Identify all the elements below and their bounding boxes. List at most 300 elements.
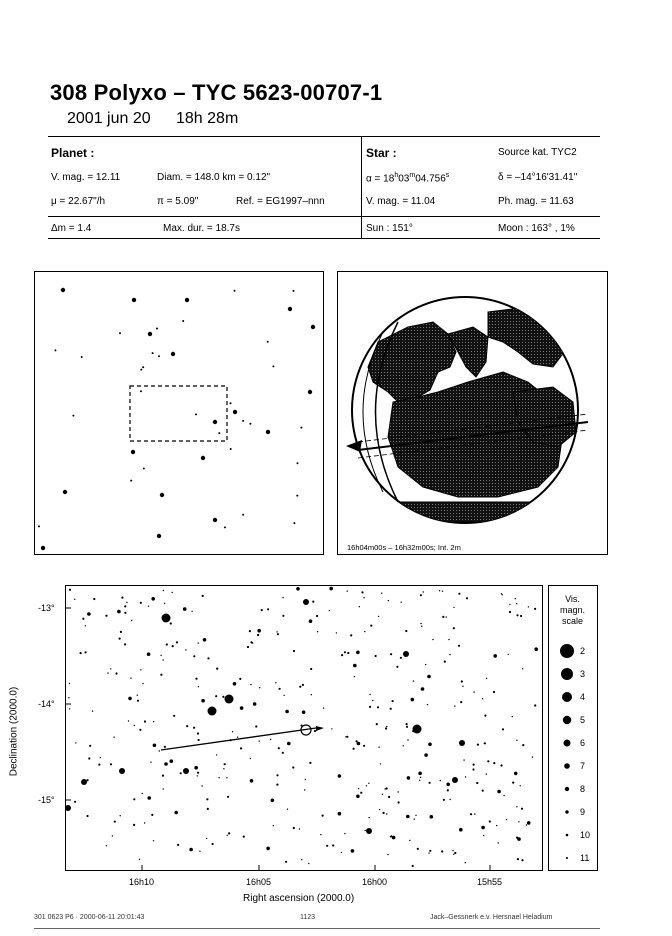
- main-star: [326, 845, 328, 847]
- main-star: [522, 744, 524, 746]
- main-star: [197, 732, 199, 734]
- main-star: [259, 687, 260, 688]
- main-star: [486, 678, 487, 679]
- main-star: [243, 836, 245, 838]
- main-star: [442, 591, 443, 592]
- main-star: [201, 785, 202, 786]
- scale-mag-label: 2: [580, 646, 586, 656]
- main-star: [403, 745, 404, 746]
- finder-star: [130, 480, 132, 482]
- finder-star: [41, 546, 45, 550]
- main-star: [285, 861, 287, 863]
- main-star: [341, 852, 342, 853]
- main-star: [498, 842, 499, 843]
- finder-star: [297, 462, 299, 464]
- main-star: [226, 777, 227, 778]
- main-star: [128, 697, 132, 701]
- main-star: [160, 655, 161, 656]
- main-star: [247, 646, 249, 648]
- main-star: [134, 725, 135, 726]
- main-star: [207, 657, 209, 659]
- main-star: [163, 619, 164, 620]
- main-star: [503, 795, 504, 796]
- main-star: [191, 611, 192, 612]
- main-star: [250, 684, 251, 685]
- finder-star: [72, 415, 74, 417]
- finder-star: [224, 526, 226, 528]
- scale-dot: [565, 787, 569, 791]
- main-star: [301, 725, 303, 727]
- dec-tick-label: -13°: [38, 603, 55, 613]
- main-star: [287, 742, 291, 746]
- main-star: [120, 815, 121, 816]
- main-star: [276, 774, 278, 776]
- main-star: [450, 799, 451, 800]
- scale-glyphs: [549, 586, 596, 869]
- main-star: [186, 725, 188, 727]
- event-time: 18h 28m: [176, 110, 239, 127]
- main-star: [296, 587, 300, 591]
- main-star: [502, 594, 503, 595]
- main-star: [375, 655, 377, 657]
- main-star: [299, 828, 300, 829]
- main-star: [390, 708, 392, 710]
- main-star: [317, 631, 318, 632]
- main-star: [418, 772, 422, 776]
- main-star: [153, 721, 154, 722]
- main-star: [202, 595, 204, 597]
- main-star: [197, 775, 198, 776]
- main-star: [314, 730, 316, 732]
- main-star: [440, 780, 441, 781]
- finder-star: [142, 366, 144, 368]
- finder-star: [242, 420, 244, 422]
- main-star: [266, 847, 270, 851]
- finder-star: [157, 534, 161, 538]
- main-star: [82, 618, 84, 620]
- page-title: 308 Polyxo – TYC 5623-00707-1: [50, 80, 383, 105]
- finder-star: [61, 288, 65, 292]
- main-star: [406, 815, 410, 819]
- main-star: [166, 643, 168, 645]
- main-star: [250, 779, 254, 783]
- main-star: [357, 742, 361, 746]
- main-star: [170, 622, 172, 624]
- main-star: [162, 614, 171, 623]
- main-star: [301, 859, 302, 860]
- main-star: [232, 731, 233, 732]
- x-axis-label: Right ascension (2000.0): [243, 893, 355, 904]
- main-star: [332, 844, 334, 846]
- main-star: [302, 684, 304, 686]
- main-star: [481, 826, 485, 830]
- planet-vmag: V. mag. = 12.11: [51, 172, 121, 183]
- main-star: [194, 768, 195, 769]
- main-star: [411, 698, 415, 702]
- main-star: [144, 720, 146, 722]
- main-star: [516, 614, 518, 616]
- main-star: [240, 706, 244, 710]
- main-star: [249, 630, 251, 632]
- main-star: [162, 659, 163, 660]
- main-star: [140, 602, 142, 604]
- main-star: [114, 821, 116, 823]
- main-star: [227, 796, 229, 798]
- footer-right: Jack–Gessnerk e.v. Hersnael Heladium: [430, 914, 553, 921]
- main-star: [98, 764, 100, 766]
- main-star: [448, 639, 449, 640]
- main-star: [206, 838, 207, 839]
- main-star: [466, 597, 468, 599]
- main-star: [310, 668, 312, 670]
- finder-star: [195, 413, 197, 415]
- main-star: [312, 601, 314, 603]
- main-star: [74, 801, 76, 803]
- main-star: [309, 619, 313, 623]
- main-star: [425, 664, 426, 665]
- main-star: [449, 654, 450, 655]
- main-star: [493, 654, 497, 658]
- main-star: [344, 833, 345, 834]
- finder-star: [230, 402, 232, 404]
- finder-star: [171, 352, 175, 356]
- main-star: [506, 819, 507, 820]
- main-star: [85, 625, 86, 626]
- finder-star: [152, 352, 154, 354]
- main-star: [276, 631, 277, 632]
- main-star: [329, 587, 333, 591]
- main-star: [534, 608, 536, 610]
- main-star: [237, 737, 238, 738]
- finder-star-field: [35, 272, 322, 553]
- main-star: [409, 840, 410, 841]
- main-star: [253, 702, 257, 706]
- table-bottom-rule: [48, 238, 600, 239]
- asteroid-path-arrow: [316, 726, 324, 731]
- main-star: [406, 723, 408, 725]
- star-alpha: $\alpha = 18^h03^m04.756^s$: [366, 172, 450, 185]
- main-star: [472, 768, 474, 770]
- finder-star: [201, 456, 205, 460]
- finder-star: [234, 290, 236, 292]
- finder-star: [140, 390, 142, 392]
- finder-star: [267, 341, 269, 343]
- main-star: [465, 776, 466, 777]
- finder-star: [293, 290, 295, 292]
- main-star: [461, 680, 463, 682]
- scale-mag-label: 9: [580, 807, 586, 817]
- finder-star: [156, 328, 158, 330]
- main-star: [285, 710, 289, 714]
- main-star: [388, 600, 389, 601]
- main-star: [147, 652, 151, 656]
- finder-star: [266, 430, 270, 434]
- main-star: [414, 818, 415, 819]
- main-star: [515, 598, 516, 599]
- ra-tick-label: 16h10: [129, 877, 155, 887]
- main-star: [74, 599, 75, 600]
- main-star: [390, 836, 391, 837]
- main-star: [153, 744, 157, 748]
- main-star: [277, 633, 279, 635]
- main-star: [453, 607, 454, 608]
- main-star: [453, 854, 454, 855]
- main-star: [227, 835, 228, 836]
- finder-star: [233, 410, 237, 414]
- main-star: [392, 700, 394, 702]
- main-star: [360, 792, 362, 794]
- main-star: [452, 850, 453, 851]
- main-star: [233, 682, 237, 686]
- finder-star: [132, 298, 136, 302]
- main-star: [442, 616, 444, 618]
- main-star: [419, 780, 420, 781]
- main-star: [463, 759, 464, 760]
- scale-dot: [566, 857, 568, 859]
- finder-star: [54, 349, 56, 351]
- main-star: [476, 782, 478, 784]
- main-star: [113, 737, 114, 738]
- main-star: [336, 632, 337, 633]
- main-star: [124, 643, 126, 645]
- main-star: [183, 768, 189, 774]
- main-star: [377, 706, 379, 708]
- main-star: [331, 728, 332, 729]
- main-star: [140, 669, 141, 670]
- main-star: [376, 723, 378, 725]
- ra-tick-label: 16h05: [246, 877, 272, 887]
- main-star: [163, 590, 164, 591]
- main-star: [353, 748, 355, 750]
- footer-left: 301 0623 P6 · 2000-06-11 20:01:43: [34, 914, 145, 921]
- main-star: [159, 750, 160, 751]
- main-star: [240, 747, 242, 749]
- main-star: [520, 785, 521, 786]
- footer-mid: 1123: [300, 914, 316, 921]
- main-star: [406, 726, 408, 728]
- main-star: [225, 695, 234, 704]
- finder-star: [185, 298, 189, 302]
- planet-diam: Diam. = 148.0 km = 0.12": [157, 172, 271, 183]
- main-star: [398, 791, 399, 792]
- scale-dot: [561, 668, 573, 680]
- main-star: [86, 815, 88, 817]
- sun-elongation: Sun : 151°: [366, 223, 413, 234]
- finder-star: [160, 493, 164, 497]
- main-star: [69, 683, 70, 684]
- main-star: [279, 688, 281, 690]
- finder-star: [308, 390, 312, 394]
- asteroid-path: [161, 728, 316, 750]
- main-star: [365, 830, 366, 831]
- main-star: [423, 591, 424, 592]
- finder-star: [293, 522, 295, 524]
- main-star: [252, 642, 253, 643]
- planet-mu: μ = 22.67"/h: [51, 196, 106, 207]
- main-star: [386, 813, 387, 814]
- main-star: [385, 727, 387, 729]
- main-star: [189, 848, 193, 852]
- main-star: [218, 777, 219, 778]
- main-star: [509, 611, 511, 613]
- main-star: [199, 851, 200, 852]
- main-star: [359, 606, 360, 607]
- scale-mag-label: 7: [580, 761, 586, 771]
- main-star: [351, 849, 355, 853]
- main-star: [305, 779, 306, 780]
- main-star: [473, 764, 475, 766]
- globe-panel: [337, 271, 608, 555]
- main-star: [381, 593, 382, 594]
- planet-max-duration: Max. dur. = 18.7s: [163, 223, 240, 234]
- ra-tick-label: 16h00: [362, 877, 388, 887]
- main-star: [195, 678, 197, 680]
- main-star: [405, 630, 407, 632]
- main-star: [372, 700, 373, 701]
- main-star: [299, 686, 301, 688]
- y-axis-label: Declination (2000.0): [8, 686, 20, 777]
- main-star: [522, 668, 523, 669]
- finder-star: [249, 423, 251, 425]
- main-star: [216, 754, 217, 755]
- ra-tick-label: 15h55: [477, 877, 503, 887]
- planet-delta-mag: Δm = 1.4: [51, 223, 92, 234]
- main-star: [255, 725, 257, 727]
- main-star: [458, 593, 460, 595]
- main-star: [412, 730, 414, 732]
- main-star: [482, 698, 483, 699]
- main-star: [398, 801, 400, 803]
- main-star: [302, 710, 306, 714]
- main-star: [329, 610, 330, 611]
- scale-dot: [562, 692, 572, 702]
- main-star: [142, 793, 143, 794]
- main-star: [282, 597, 283, 598]
- main-star: [142, 683, 143, 684]
- main-star: [346, 736, 348, 738]
- dec-tick-label: -15°: [38, 795, 55, 805]
- main-star: [487, 760, 489, 762]
- finder-star: [143, 468, 145, 470]
- moon-info: Moon : 163° , 1%: [498, 223, 575, 234]
- main-star: [222, 696, 224, 698]
- main-star: [401, 602, 402, 603]
- zoom-box: [130, 386, 227, 441]
- main-star: [153, 840, 154, 841]
- main-star: [415, 815, 416, 816]
- main-star: [75, 742, 76, 743]
- finder-star: [213, 420, 217, 424]
- main-star: [316, 615, 318, 617]
- main-star: [66, 805, 71, 811]
- finder-star: [131, 450, 135, 454]
- finder-star: [242, 514, 244, 516]
- main-star: [303, 599, 309, 605]
- main-star: [459, 828, 463, 832]
- main-star: [486, 773, 487, 774]
- main-star: [110, 763, 112, 765]
- main-star: [270, 739, 271, 740]
- main-star: [120, 631, 122, 633]
- scale-dot: [566, 834, 569, 837]
- main-star: [229, 739, 231, 741]
- table-top-rule: [48, 136, 600, 137]
- main-star: [380, 763, 381, 764]
- main-star: [417, 848, 419, 850]
- main-star: [354, 676, 355, 677]
- main-star: [358, 788, 359, 789]
- main-star: [89, 745, 91, 747]
- main-star: [453, 627, 455, 629]
- main-star: [144, 822, 145, 823]
- main-star: [474, 813, 475, 814]
- main-star: [516, 837, 518, 839]
- main-star: [148, 606, 149, 607]
- main-star: [366, 785, 367, 786]
- main-star: [347, 590, 348, 591]
- main-star: [454, 705, 455, 706]
- main-star: [322, 815, 324, 817]
- main-star: [323, 707, 324, 708]
- main-star: [465, 862, 466, 863]
- main-star: [497, 790, 501, 794]
- main-star: [119, 768, 125, 774]
- main-star: [446, 616, 447, 617]
- main-star: [212, 843, 214, 845]
- main-star: [446, 783, 450, 787]
- scale-dot: [564, 763, 570, 769]
- main-star: [278, 747, 280, 749]
- main-star: [150, 762, 151, 763]
- scale-title: Vis. magn. scale: [559, 594, 585, 626]
- main-star: [500, 764, 502, 766]
- scale-mag-label: 11: [580, 853, 590, 863]
- footer-rule: [34, 928, 600, 929]
- finder-star: [182, 320, 184, 322]
- main-star: [293, 827, 295, 829]
- main-star: [160, 674, 162, 676]
- main-star: [292, 766, 294, 768]
- main-star: [275, 682, 276, 683]
- main-star: [309, 762, 311, 764]
- main-star: [427, 675, 431, 679]
- finder-star: [230, 448, 232, 450]
- main-star: [427, 704, 428, 705]
- main-star-field: [66, 586, 541, 869]
- main-star: [430, 815, 434, 819]
- main-star: [88, 757, 90, 759]
- main-star: [379, 809, 380, 810]
- main-star: [304, 789, 305, 790]
- scale-mag-label: 4: [580, 692, 586, 702]
- main-star: [338, 774, 342, 778]
- main-star: [350, 634, 352, 636]
- main-star: [428, 743, 432, 747]
- main-star: [443, 799, 445, 801]
- main-star: [215, 695, 217, 697]
- main-star: [259, 740, 260, 741]
- main-star: [81, 779, 87, 785]
- planet-ref: Ref. = EG1997–nnn: [236, 196, 325, 207]
- main-star: [412, 865, 414, 867]
- main-star: [198, 642, 199, 643]
- main-star: [484, 743, 485, 744]
- finder-star: [272, 365, 274, 367]
- main-star: [482, 790, 484, 792]
- main-star: [452, 777, 458, 783]
- main-star: [347, 652, 349, 654]
- main-star: [361, 591, 363, 593]
